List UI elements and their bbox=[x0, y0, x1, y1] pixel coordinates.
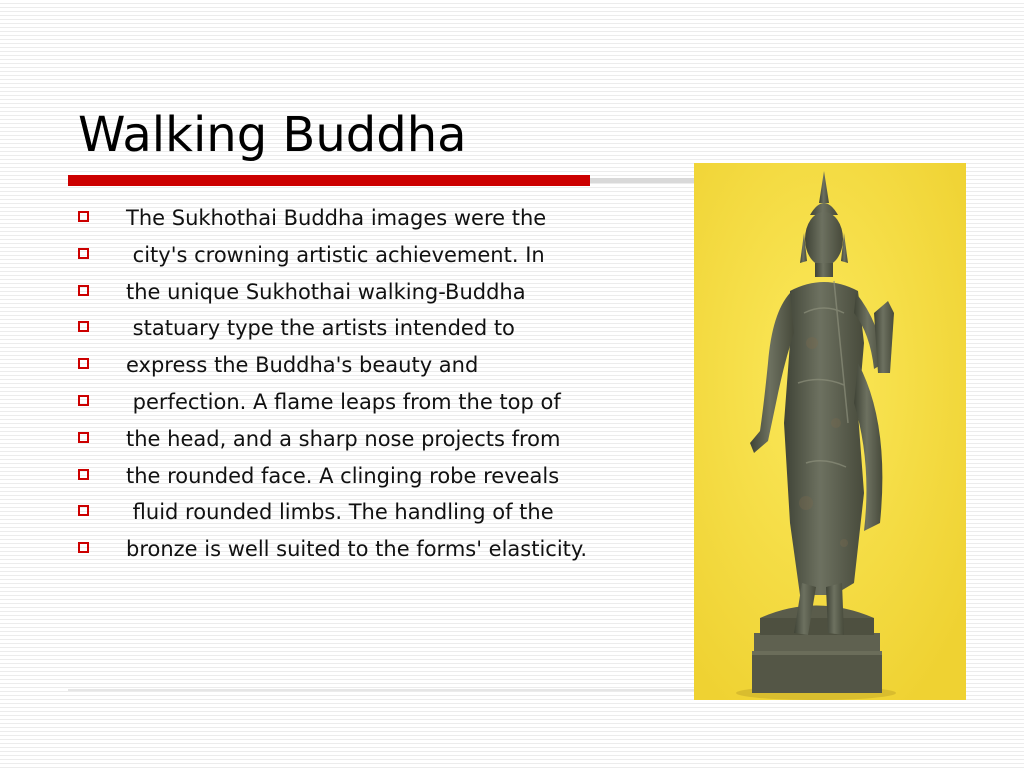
bullet-item bbox=[74, 347, 714, 384]
bullet-text: fluid rounded limbs. The handling of the bbox=[126, 500, 554, 525]
bullet-text: city's crowning artistic achievement. In bbox=[126, 242, 545, 267]
pedestal bbox=[752, 606, 882, 694]
bullet-text: The Sukhothai Buddha images were the bbox=[126, 206, 547, 230]
hollow-square-bullet-icon bbox=[78, 358, 89, 369]
slide-title: Walking Buddha bbox=[78, 107, 467, 163]
bullet-item bbox=[74, 531, 714, 568]
hollow-square-bullet-icon bbox=[78, 432, 89, 443]
bullet-item bbox=[74, 458, 714, 495]
hollow-square-bullet-icon bbox=[78, 285, 89, 296]
title-underline-red bbox=[68, 175, 590, 186]
bullet-item bbox=[74, 274, 714, 311]
hollow-square-bullet-icon bbox=[78, 321, 89, 332]
hollow-square-bullet-icon bbox=[78, 395, 89, 406]
bullet-text: statuary type the artists intended to bbox=[126, 316, 515, 341]
hollow-square-bullet-icon bbox=[78, 248, 89, 259]
footer-divider bbox=[68, 689, 694, 691]
bullet-item bbox=[74, 421, 714, 458]
bullet-text: the head, and a sharp nose projects from bbox=[126, 426, 561, 451]
walking-buddha-statue-image bbox=[694, 163, 966, 700]
hollow-square-bullet-icon bbox=[78, 469, 89, 480]
bullet-text: perfection. A flame leaps from the top of bbox=[126, 389, 561, 414]
bullet-text: express the Buddha's beauty and bbox=[126, 353, 479, 378]
hollow-square-bullet-icon bbox=[78, 211, 89, 222]
bullet-list bbox=[74, 200, 714, 568]
bullet-text: bronze is well suited to the forms' elasticity. bbox=[126, 537, 588, 562]
bullet-text: the unique Sukhothai walking-Buddha bbox=[126, 279, 526, 304]
bullet-text: the rounded face. A clinging robe reveals bbox=[126, 463, 560, 488]
bullet-item bbox=[74, 237, 714, 274]
bullet-item bbox=[74, 310, 714, 347]
bullet-item bbox=[74, 384, 714, 421]
bullet-item bbox=[74, 494, 714, 531]
walking-buddha-photo bbox=[694, 163, 966, 700]
hollow-square-bullet-icon bbox=[78, 505, 89, 516]
title-underline-gray bbox=[590, 178, 694, 183]
hollow-square-bullet-icon bbox=[78, 542, 89, 553]
bullet-item bbox=[74, 200, 714, 237]
